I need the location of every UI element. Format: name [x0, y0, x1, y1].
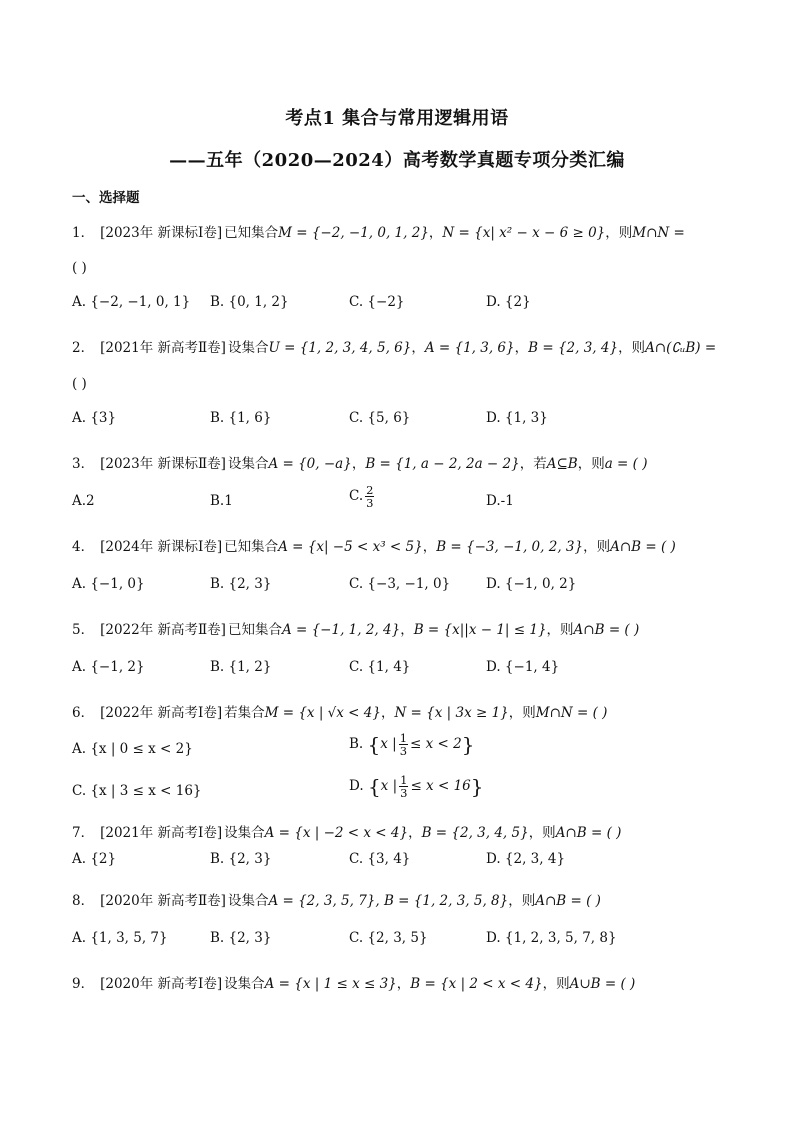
question-number: 6．: [72, 705, 95, 721]
option-d: D. {1, 2, 3, 5, 7, 8}: [486, 930, 617, 946]
stem-math: B = {2, 3, 4}: [528, 340, 619, 356]
option-b: B. {0, 1, 2}: [210, 294, 289, 310]
option-d: D. {−1, 0, 2}: [486, 576, 577, 592]
option-c: C. {1, 4}: [349, 659, 411, 675]
question-source: [2020年 新高考Ⅱ卷]: [100, 893, 226, 909]
question-8: [72, 889, 601, 909]
option-a: A.2: [72, 493, 95, 509]
option-math: x |: [380, 736, 397, 752]
title-line-2: ——五年（2020—2024）高考数学真题专项分类汇编: [169, 150, 625, 171]
stem-text: 设集合: [227, 340, 269, 356]
stem-text: ，则: [605, 225, 633, 241]
option-c: C. {−2}: [349, 294, 405, 310]
stem-math: A = {x| −5 < x³ < 5}: [278, 539, 423, 555]
option-d: D. {2}: [486, 294, 531, 310]
stem-text: ，则: [583, 539, 611, 555]
stem-text: ，则: [508, 705, 536, 721]
option-b: B. {1, 2}: [210, 659, 272, 675]
fraction: [399, 732, 408, 757]
question-3: [72, 452, 647, 472]
stem-text: ，则: [618, 340, 646, 356]
question-number: 8．: [72, 893, 95, 909]
question-source: [2021年 新高考Ⅱ卷]: [100, 340, 226, 356]
stem-text: ，: [408, 825, 422, 841]
fraction-numerator: 1: [399, 731, 408, 745]
stem-text: ，: [514, 340, 529, 356]
option-d: D. {2, 3, 4}: [486, 851, 566, 867]
option-a: A. {1, 3, 5, 7}: [72, 930, 168, 946]
brace-close: }: [461, 732, 475, 757]
option-c: C. {2, 3, 5}: [349, 930, 428, 946]
question-source: [2023年 新课标Ⅱ卷]: [100, 456, 226, 472]
option-c: C. {x | 3 ≤ x < 16}: [72, 783, 202, 799]
question-source: [2022年 新高考Ⅱ卷]: [100, 622, 226, 638]
option-d: [349, 774, 483, 799]
option-b: B. {2, 3}: [210, 851, 272, 867]
question-source: [2020年 新高考Ⅰ卷]: [100, 976, 223, 992]
fraction: [365, 484, 374, 509]
stem-math: B = {1, a − 2, 2a − 2}: [365, 456, 520, 472]
stem-math: M = {−2, −1, 0, 1, 2}: [278, 225, 429, 241]
option-a: A. {−1, 2}: [72, 659, 145, 675]
option-d: D.-1: [486, 493, 514, 509]
stem-text: 设集合: [227, 456, 269, 472]
stem-math: A⊆B: [546, 456, 578, 472]
stem-text: ，: [380, 705, 395, 721]
stem-math: M = {x | √x < 4}: [264, 705, 381, 721]
option-b: B. {2, 3}: [210, 930, 272, 946]
stem-math: a = ( ): [604, 456, 648, 472]
answer-paren: ( ): [72, 376, 87, 392]
option-b: B. {2, 3}: [210, 576, 272, 592]
fraction: [399, 774, 408, 799]
question-source: [2024年 新课标Ⅰ卷]: [100, 539, 223, 555]
option-math: x |: [380, 778, 398, 794]
option-c: [349, 484, 376, 509]
option-b: B.1: [210, 493, 233, 509]
stem-math: A = {1, 3, 6}: [424, 340, 515, 356]
stem-text: ，: [400, 622, 414, 638]
stem-math: B = {2, 3, 4, 5}: [421, 825, 529, 841]
stem-text: ，则: [577, 456, 605, 472]
brace-open: {: [367, 732, 381, 757]
question-number: 4．: [72, 539, 95, 555]
stem-math: U = {1, 2, 3, 4, 5, 6}: [268, 340, 412, 356]
stem-text: 已知集合: [227, 622, 282, 638]
stem-math: A∩B = ( ): [535, 893, 601, 909]
stem-text: 已知集合: [224, 225, 279, 241]
section-heading: 一、选择题: [72, 190, 140, 206]
stem-math: B = {x | 2 < x < 4}: [410, 976, 543, 992]
question-source: [2021年 新高考Ⅰ卷]: [100, 825, 223, 841]
option-c: C. {3, 4}: [349, 851, 411, 867]
stem-text: ，则: [528, 825, 556, 841]
stem-text: ，: [396, 976, 411, 992]
stem-text: ，: [422, 539, 437, 555]
stem-math: B = {−3, −1, 0, 2, 3}: [436, 539, 584, 555]
stem-math: A = {−1, 1, 2, 4}: [281, 622, 401, 638]
stem-math: A = {x | −2 < x < 4}: [264, 825, 409, 841]
stem-math: N = {x| x² − x − 6 ≥ 0}: [442, 225, 606, 241]
option-a: A. {3}: [72, 410, 117, 426]
option-d: D. {−1, 4}: [486, 659, 560, 675]
stem-text: 设集合: [224, 825, 265, 841]
question-number: 9．: [72, 976, 95, 992]
stem-text: ，: [428, 225, 443, 241]
question-5: [72, 618, 639, 638]
option-math: ≤ x < 2: [410, 736, 462, 752]
option-label: B.: [349, 736, 364, 752]
stem-text: 已知集合: [224, 539, 279, 555]
option-b: [349, 732, 474, 757]
brace-close: }: [470, 774, 484, 799]
brace-open: {: [367, 774, 381, 799]
stem-math: M∩N =: [632, 225, 685, 241]
stem-math: A∩B = ( ): [555, 825, 622, 841]
answer-paren: ( ): [72, 260, 87, 276]
question-source: [2022年 新高考Ⅰ卷]: [100, 705, 223, 721]
stem-math: B = {x||x − 1| ≤ 1}: [413, 622, 547, 638]
option-a: A. {−2, −1, 0, 1}: [72, 294, 191, 310]
stem-math: A∪B = ( ): [569, 976, 636, 992]
option-b: B. {1, 6}: [210, 410, 272, 426]
title-line-1: 考点1 集合与常用逻辑用语: [285, 108, 509, 129]
fraction-denominator: 3: [366, 496, 374, 510]
option-c: C. {−3, −1, 0}: [349, 576, 451, 592]
stem-math: A = {x | 1 ≤ x ≤ 3}: [264, 976, 397, 992]
option-c: C. {5, 6}: [349, 410, 411, 426]
option-math: ≤ x < 16: [410, 778, 471, 794]
question-2: [72, 336, 716, 356]
question-number: 7．: [72, 825, 95, 841]
question-number: 2．: [72, 340, 95, 356]
question-9: [72, 972, 635, 992]
stem-text: ，: [411, 340, 425, 356]
stem-text: ，则: [508, 893, 536, 909]
stem-math: A∩(∁ᵤB) =: [645, 340, 717, 356]
option-a: A. {−1, 0}: [72, 576, 145, 592]
stem-text: ，则: [546, 622, 574, 638]
stem-text: 设集合: [227, 893, 269, 909]
question-number: 3．: [72, 456, 95, 472]
question-6: [72, 701, 607, 721]
stem-text: ，则: [542, 976, 570, 992]
option-label: C.: [349, 488, 364, 504]
fraction-denominator: 3: [400, 786, 408, 800]
fraction-numerator: 2: [366, 483, 374, 497]
fraction-denominator: 3: [399, 744, 408, 758]
option-a: A. {x | 0 ≤ x < 2}: [72, 741, 193, 757]
stem-text: ，若: [519, 456, 547, 472]
option-d: D. {1, 3}: [486, 410, 548, 426]
question-1: [72, 221, 685, 241]
option-label: D.: [349, 778, 364, 794]
question-number: 5．: [72, 622, 95, 638]
question-4: [72, 535, 676, 555]
question-7: [72, 821, 621, 841]
question-number: 1．: [72, 225, 95, 241]
stem-math: A = {2, 3, 5, 7}, B = {1, 2, 3, 5, 8}: [268, 893, 509, 909]
stem-math: N = {x | 3x ≥ 1}: [394, 705, 509, 721]
stem-text: ，: [351, 456, 366, 472]
fraction-numerator: 1: [400, 773, 408, 787]
stem-math: A∩B = ( ): [610, 539, 676, 555]
stem-math: A∩B = ( ): [573, 622, 640, 638]
stem-text: 设集合: [224, 976, 265, 992]
option-a: A. {2}: [72, 851, 117, 867]
stem-math: M∩N = ( ): [535, 705, 608, 721]
stem-text: 若集合: [224, 705, 265, 721]
question-source: [2023年 新课标Ⅰ卷]: [100, 225, 223, 241]
stem-math: A = {0, −a}: [268, 456, 352, 472]
